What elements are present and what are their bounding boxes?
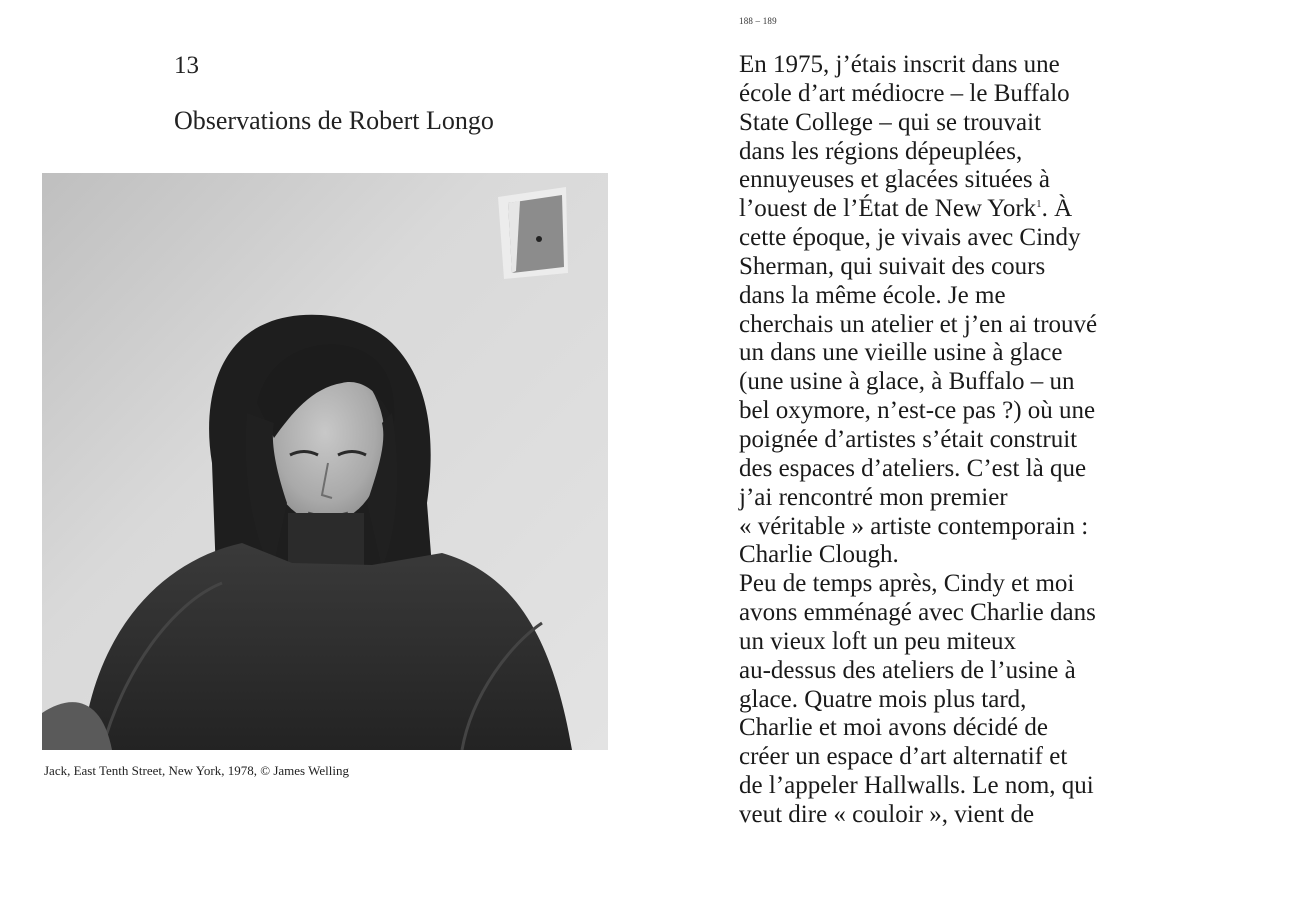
body-text <box>739 51 1159 830</box>
text-line: poignée d’artistes s’était construit <box>739 425 1078 453</box>
text-line: un dans une vieille usine à glace <box>739 339 1063 367</box>
text-line: En 1975, j’étais inscrit dans une <box>739 51 1060 78</box>
text-line-end: . À <box>1041 195 1073 223</box>
text-line: Sherman, qui suivait des cours <box>739 252 1046 280</box>
text-line: dans les régions dépeuplées, <box>739 137 1023 165</box>
text-line: j’ai rencontré mon premier <box>739 483 1008 511</box>
text-line: Charlie Clough. <box>739 541 899 569</box>
text-line: de l’appeler Hallwalls. Le nom, qui <box>739 772 1094 800</box>
text-line: ennuyeuses et glacées situées à <box>739 166 1050 194</box>
page-numbers: 188 – 189 <box>739 16 777 26</box>
text-line: dans la même école. Je me <box>739 281 1006 309</box>
portrait-photo <box>42 173 608 750</box>
chapter-title: Observations de Robert Longo <box>174 106 494 135</box>
footnote-marker[interactable]: 1 <box>1036 198 1042 211</box>
text-line: cette époque, je vivais avec Cindy <box>739 224 1081 252</box>
text-line: (une usine à glace, à Buffalo – un <box>739 368 1075 396</box>
text-line: « véritable » artiste contemporain : <box>739 512 1089 540</box>
text-line: State College – qui se trouvait <box>739 108 1042 136</box>
text-line: école d’art médiocre – le Buffalo <box>739 79 1070 107</box>
text-line: Peu de temps après, Cindy et moi <box>739 570 1075 598</box>
text-line: bel oxymore, n’est-ce pas ?) où une <box>739 397 1096 425</box>
text-line: Charlie et moi avons décidé de <box>739 714 1048 742</box>
text-line: des espaces d’ateliers. C’est là que <box>739 454 1087 482</box>
text-line-with-footnote <box>739 195 1159 224</box>
text-line: cherchais un atelier et j’en ai trouvé <box>739 310 1098 338</box>
wall-postcard <box>498 187 568 279</box>
photo-caption: Jack, East Tenth Street, New York, 1978, © James Welling <box>44 763 349 778</box>
text-line: au-dessus des ateliers de l’usine à <box>739 656 1076 684</box>
text-line: un vieux loft un peu miteux <box>739 627 1017 655</box>
text-line-start: l’ouest de l’État de New York <box>739 195 1037 223</box>
text-line: avons emménagé avec Charlie dans <box>739 599 1096 627</box>
text-line: créer un espace d’art alternatif et <box>739 743 1068 771</box>
chapter-number: 13 <box>174 52 199 79</box>
text-line: glace. Quatre mois plus tard, <box>739 685 1027 713</box>
text-line: veut dire « couloir », vient de <box>739 800 1035 828</box>
